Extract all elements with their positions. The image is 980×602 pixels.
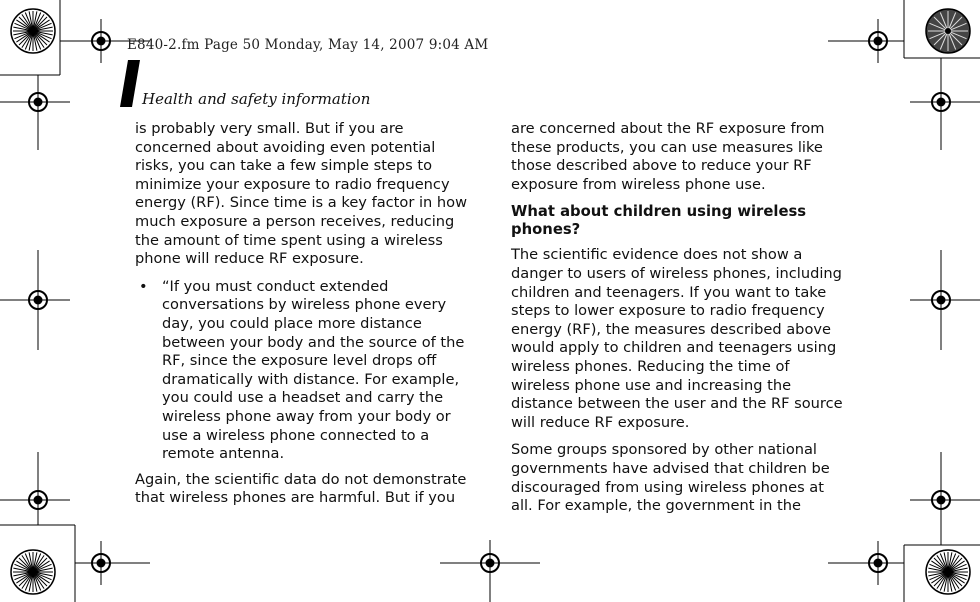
left-paragraph-1: is probably very small. But if you are concerned about avoiding even potential risks, you can take a few simple steps to minimize your exposure to radio frequency energy (RF). Since time is a key factor in how much exposure a person receives, reducing the amount of time spent using a wireless phone will reduce RF exposure.	[135, 120, 468, 268]
section-heading: What about children using wireless phones?	[511, 203, 807, 239]
right-paragraph-3: Some groups sponsored by other national governments have advised that children be discouraged from using wireless phones at all. For example, the government in the	[511, 441, 830, 515]
left-paragraph-2: Again, the scientific data do not demonstrate that wireless phones are harmful. But if you	[135, 470, 467, 507]
section-title: Health and safety information	[142, 90, 371, 108]
section-bar-icon	[120, 60, 140, 107]
bullet-item	[135, 278, 470, 464]
right-column	[511, 120, 846, 525]
print-header: E840-2.fm Page 50 Monday, May 14, 2007 9:04 AM	[127, 37, 489, 53]
right-paragraph-2: The scientific evidence does not show a danger to users of wireless phones, including children and teenagers. If you want to take steps to lower exposure to radio frequency energy (RF), the measures described above would apply to children and teenagers using wireless phones. Reducing the time of wireless phone use and increasing the distance between the user and the RF source will reduce RF exposure.	[511, 246, 843, 431]
bullet-dot: •	[139, 277, 148, 295]
left-column	[135, 120, 470, 517]
right-paragraph-1: are concerned about the RF exposure from these products, you can use measures like those described above to reduce your RF exposure from wireless phone use.	[511, 120, 825, 193]
bullet-text: “If you must conduct extended conversations by wireless phone every day, you could place more distance between your body and the source of the RF, since the exposure level drops off dramatically with distance. For example, you could use a headset and carry the wireless phone away from your body or use a wireless phone connected to a remote antenna.	[162, 277, 465, 463]
